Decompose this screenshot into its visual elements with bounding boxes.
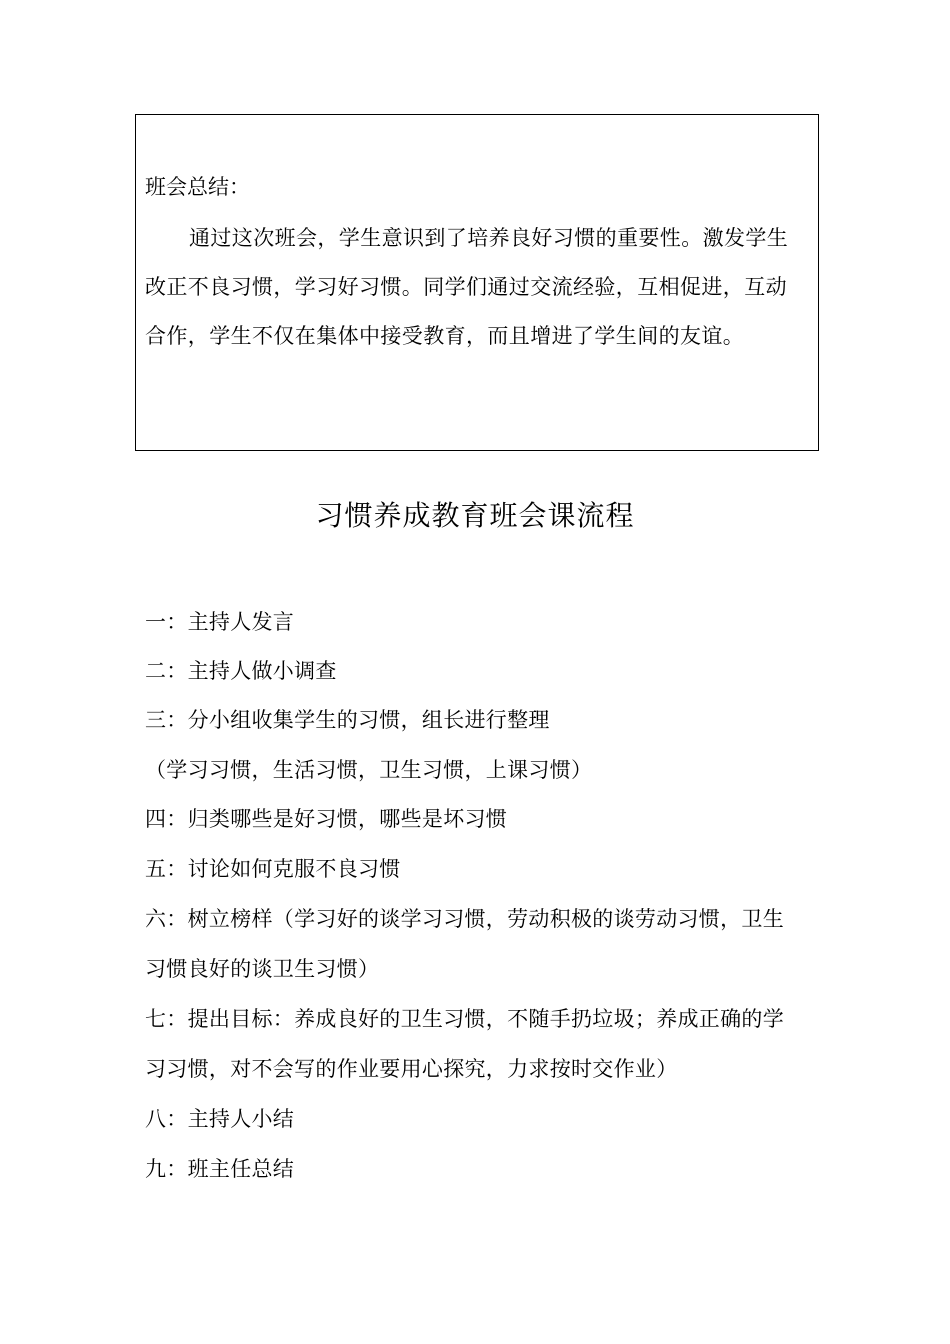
step-item: 一：主持人发言	[145, 610, 295, 634]
step-item: 五：讨论如何克服不良习惯	[145, 857, 401, 881]
summary-heading: 班会总结：	[145, 175, 250, 199]
step-item: （学习习惯，生活习惯，卫生习惯，上课习惯）	[145, 758, 593, 782]
step-item: 三：分小组收集学生的习惯，组长进行整理	[145, 708, 550, 732]
step-item: 六：树立榜样（学习好的谈学习习惯，劳动积极的谈劳动习惯，卫生	[145, 907, 784, 931]
summary-line: 通过这次班会，学生意识到了培养良好习惯的重要性。激发学生	[189, 226, 789, 250]
summary-box	[135, 114, 819, 451]
step-item: 八：主持人小结	[145, 1107, 295, 1131]
step-item: 二：主持人做小调查	[145, 659, 337, 683]
step-item: 习惯良好的谈卫生习惯）	[145, 957, 380, 981]
step-item: 七：提出目标：养成良好的卫生习惯，不随手扔垃圾；养成正确的学	[145, 1007, 784, 1031]
step-item: 习习惯，对不会写的作业要用心探究，力求按时交作业）	[145, 1057, 678, 1081]
step-item: 九：班主任总结	[145, 1157, 295, 1181]
document-title: 习惯养成教育班会课流程	[315, 499, 635, 532]
summary-line: 合作，学生不仅在集体中接受教育，而且增进了学生间的友谊。	[145, 324, 745, 348]
step-item: 四：归类哪些是好习惯，哪些是坏习惯	[145, 807, 508, 831]
summary-line: 改正不良习惯，学习好习惯。同学们通过交流经验，互相促进，互动	[145, 275, 787, 299]
